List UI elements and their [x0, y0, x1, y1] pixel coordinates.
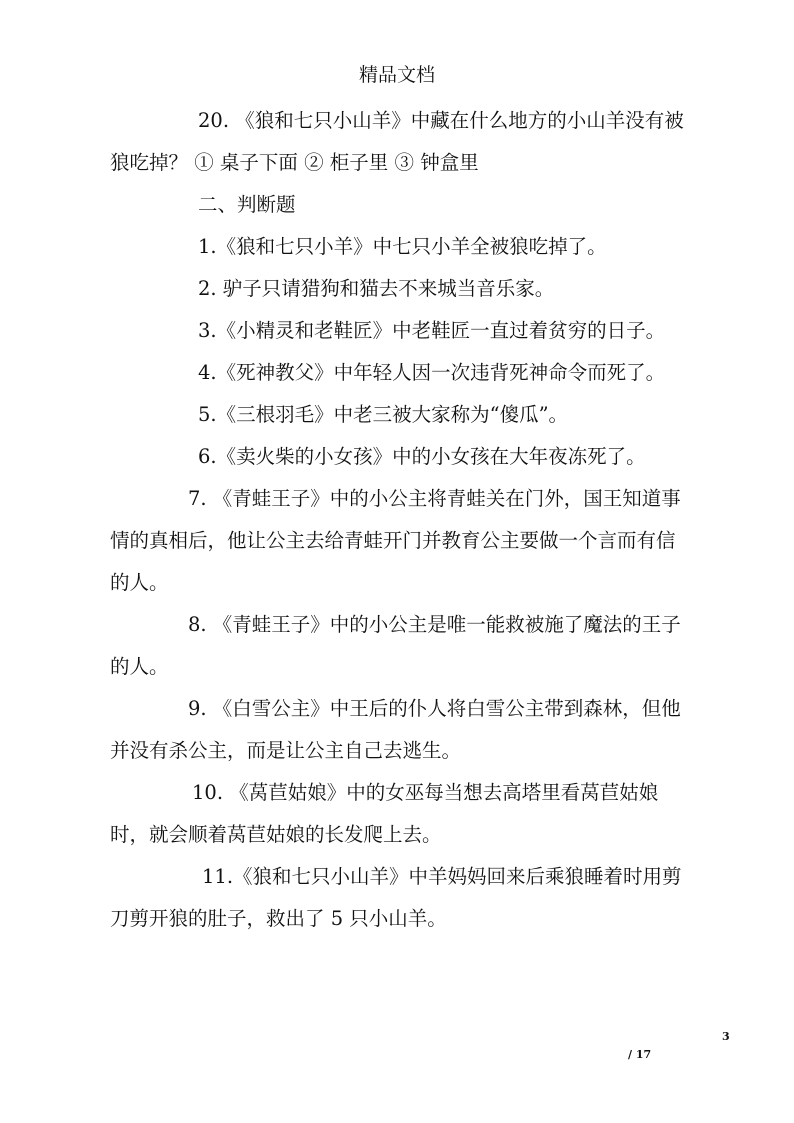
judge-item-6: 6.《卖火柴的小女孩》中的小女孩在大年夜冻死了。: [198, 445, 646, 468]
judge-item-7: 7. 《青蛙王子》中的小公主将青蛙关在门外，国王知道事情的真相后，他让公主去给青蛙开门并教育公主要做一个言而有信的人。: [110, 487, 681, 594]
judge-item-8: 8. 《青蛙王子》中的小公主是唯一能救被施了魔法的王子的人。: [110, 613, 681, 678]
judge-item-11: 11.《狼和七只小山羊》中羊妈妈回来后乘狼睡着时用剪刀剪开狼的肚子，救出了 5 只小山羊。: [110, 865, 682, 930]
judge-item-1: 1.《狼和七只小羊》中七只小羊全被狼吃掉了。: [198, 235, 607, 258]
page-total: / 17: [628, 1048, 652, 1061]
judge-item-4: 4.《死神教父》中年轻人因一次违背死神命令而死了。: [198, 361, 666, 384]
page-number: 3: [722, 1030, 730, 1043]
section-heading: 二、判断题: [198, 193, 296, 216]
judge-item-9: 9. 《白雪公主》中王后的仆人将白雪公主带到森林，但他并没有杀公主，而是让公主自己去逃生。: [110, 697, 681, 762]
question-20: 20. 《狼和七只小山羊》中藏在什么地方的小山羊没有被狼吃掉？ ① 桌子下面 ② 柜子里 ③ 钟盒里: [110, 109, 684, 174]
judge-item-5: 5.《三根羽毛》中老三被大家称为“傻瓜”。: [198, 403, 569, 426]
judge-item-3: 3.《小精灵和老鞋匠》中老鞋匠一直过着贫穷的日子。: [198, 319, 666, 342]
document-header: 精品文档: [358, 64, 435, 86]
judge-item-10: 10. 《莴苣姑娘》中的女巫每当想去高塔里看莴苣姑娘时，就会顺着莴苣姑娘的长发爬上去。: [110, 781, 659, 846]
document-body: [110, 100, 690, 940]
judge-item-2: 2. 驴子只请猎狗和猫去不来城当音乐家。: [198, 277, 555, 300]
